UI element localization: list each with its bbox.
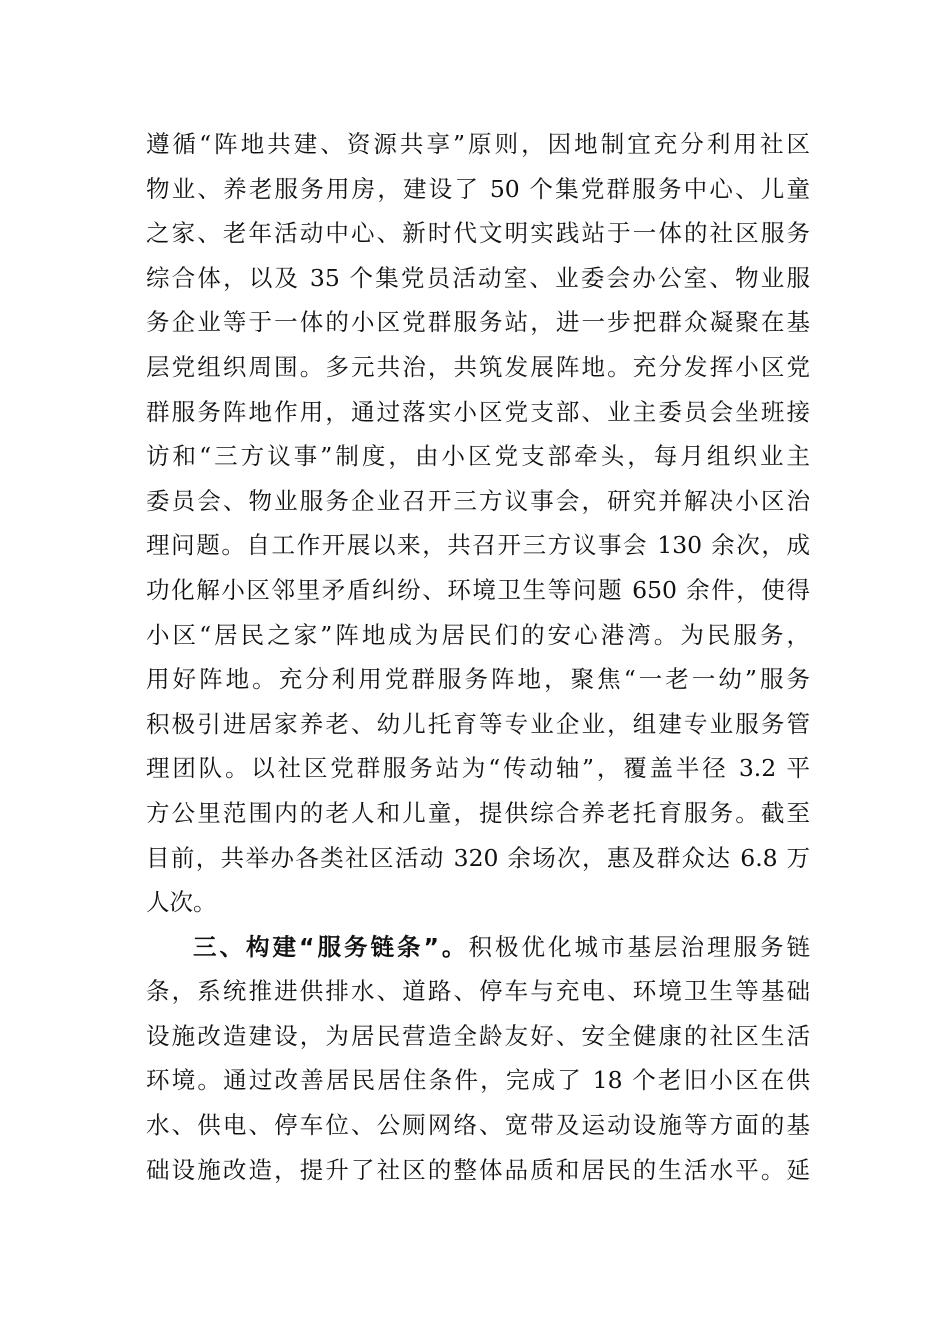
text-line: 之家、老年活动中心、新时代文明实践站于一体的社区服务	[146, 219, 810, 248]
text-line: 设施改造建设，为居民营造全龄友好、安全健康的社区生活	[146, 1021, 810, 1050]
text-line: 积极引进居家养老、幼儿托育等专业企业，组建专业服务管	[146, 709, 810, 738]
text-line: 用好阵地。充分利用党群服务阵地，聚焦“一老一幼”服务	[146, 665, 810, 694]
text-line: 人次。	[146, 888, 217, 917]
text-line	[146, 925, 810, 970]
document-body	[146, 122, 810, 1192]
text-line: 方公里范围内的老人和儿童，提供综合养老托育服务。截至	[146, 798, 810, 827]
text-line: 理团队。以社区党群服务站为“传动轴”，覆盖半径 3.2 平	[146, 754, 810, 783]
text-line: 功化解小区邻里矛盾纠纷、环境卫生等问题 650 余件，使得	[146, 575, 810, 604]
text-line: 物业、养老服务用房，建设了 50 个集党群服务中心、儿童	[146, 174, 810, 203]
text-line: 目前，共举办各类社区活动 320 余场次，惠及群众达 6.8 万	[146, 843, 810, 872]
paragraph-service-chain	[146, 925, 810, 1193]
text-line: 遵循“阵地共建、资源共享”原则，因地制宜充分利用社区	[146, 130, 810, 158]
text-line: 水、供电、停车位、公厕网络、宽带及运动设施等方面的基	[146, 1111, 810, 1140]
text-fragment: 积极优化城市基层治理服务链	[468, 932, 811, 961]
text-line: 访和“三方议事”制度，由小区党支部牵头，每月组织业主	[146, 442, 810, 471]
text-line: 务企业等于一体的小区党群服务站，进一步把群众凝聚在基	[146, 308, 810, 337]
text-line: 委员会、物业服务企业召开三方议事会，研究并解决小区治	[146, 486, 810, 515]
text-line: 理问题。自工作开展以来，共召开三方议事会 130 余次，成	[146, 531, 810, 560]
paragraph-party-service-positions	[146, 122, 810, 925]
section-heading: 三、构建“服务链条”。	[193, 932, 469, 961]
text-line: 群服务阵地作用，通过落实小区党支部、业主委员会坐班接	[146, 397, 810, 426]
text-line: 础设施改造，提升了社区的整体品质和居民的生活水平。延	[146, 1155, 810, 1184]
text-line: 条，系统推进供排水、道路、停车与充电、环境卫生等基础	[146, 977, 810, 1006]
text-line: 综合体，以及 35 个集党员活动室、业委会办公室、物业服	[146, 263, 810, 292]
text-line: 小区“居民之家”阵地成为居民们的安心港湾。为民服务，	[146, 620, 810, 649]
text-line: 层党组织周围。多元共治，共筑发展阵地。充分发挥小区党	[146, 352, 810, 381]
text-line: 环境。通过改善居民居住条件，完成了 18 个老旧小区在供	[146, 1066, 810, 1095]
